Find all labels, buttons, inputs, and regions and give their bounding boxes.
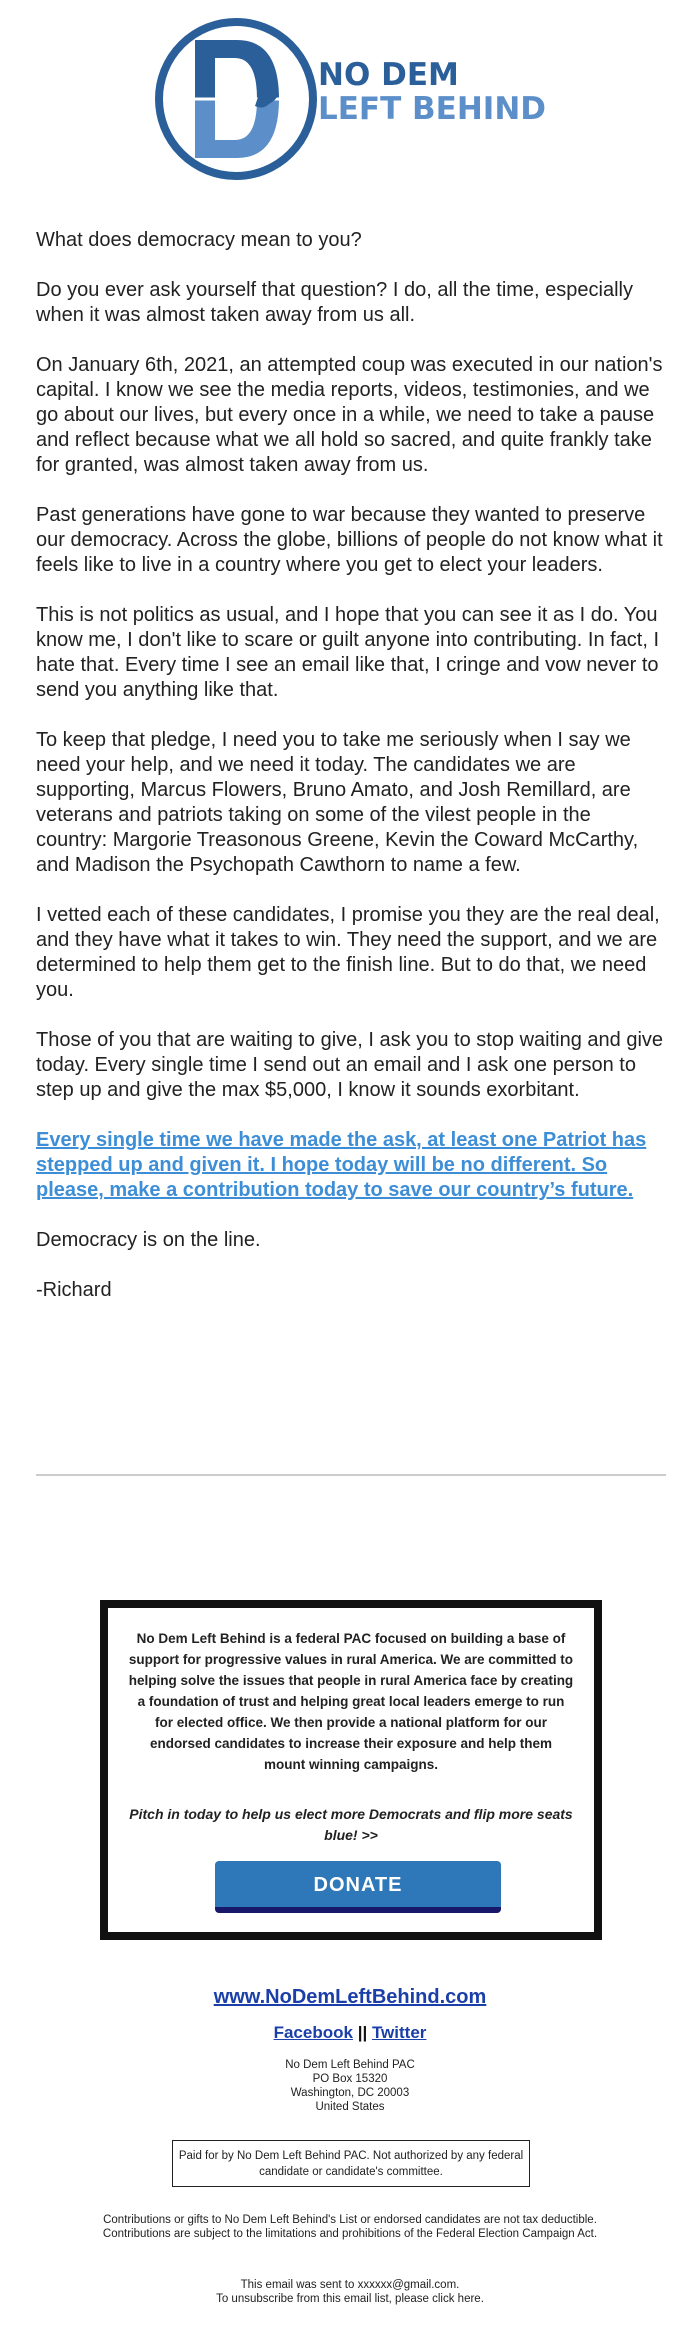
paragraph: Those of you that are waiting to give, I ask you to stop waiting and give today. Every single time I send out an email and I ask one person to step up and give the max $5,000, I know it sounds exorbitant. [36,1029,664,1101]
sent-to-text: This email was sent to xxxxxx@gmail.com. [240,2279,460,2291]
facebook-link[interactable]: Facebook [273,2023,353,2042]
legal-notice [0,2213,700,2241]
closing-line: Democracy is on the line. [36,1229,261,1251]
paid-for-disclaimer: Paid for by No Dem Left Behind PAC. Not authorized by any federal candidate or candidate's committee. [172,2140,530,2187]
logo-wordmark [318,58,546,126]
unsubscribe-link[interactable]: To unsubscribe from this email list, please click here. [216,2293,484,2305]
logo-line-2: LEFT BEHIND [318,91,547,127]
mailing-address [0,2058,700,2114]
logo-mark [155,18,317,180]
signature: -Richard [36,1279,112,1301]
paragraph: What does democracy mean to you? [36,229,362,251]
website-link[interactable]: www.NoDemLeftBehind.com [213,1986,487,2008]
address-line: No Dem Left Behind PAC [285,2059,415,2071]
address-line: United States [315,2101,385,2113]
email-header [0,0,700,215]
social-separator: || [357,2023,368,2042]
address-line: PO Box 15320 [312,2073,388,2085]
paragraph: I vetted each of these candidates, I promise you they are the real deal, and they have what it takes to win. They need the support, and we are determined to help them get to the finish line. But to do that, we need you. [36,904,660,1001]
social-links [0,2023,700,2043]
twitter-link[interactable]: Twitter [371,2023,427,2042]
legal-line: Contributions are subject to the limitations and prohibitions of the Federal Election Campaign Act. [102,2228,598,2240]
paragraph: On January 6th, 2021, an attempted coup was executed in our nation's capital. I know we see the media reports, videos, testimonies, and we go about our lives, but every once in a while, we need to take a pause and reflect because what we all hold so sacred, and quite frankly take for granted, was almost taken away from us. [36,354,663,476]
legal-line: Contributions or gifts to No Dem Left Behind's List or endorsed candidates are not tax deductible. [103,2214,597,2226]
contribution-cta-link[interactable]: Every single time we have made the ask, at least one Patriot has stepped up and given it. I hope today will be no different. So please, make a contribution today to save our country’s future. [36,1129,647,1201]
paragraph: This is not politics as usual, and I hope that you can see it as I do. You know me, I don't like to scare or guilt anyone into contributing. In fact, I hate that. Every time I see an email like that, I cringe and vow never to send you anything like that. [36,604,660,701]
divider [36,1474,666,1476]
paragraph: Do you ever ask yourself that question? I do, all the time, especially when it was almost taken away from us all. [36,279,633,326]
unsubscribe-notice [0,2278,700,2306]
paragraph: To keep that pledge, I need you to take me seriously when I say we need your help, and we need it today. The candidates we are supporting, Marcus Flowers, Bruno Amato, and Josh Remillard, are veterans and patriots taking on some of the vilest people in the country: Margorie Treasonous Greene, Kevin the Coward McCarthy, and Madison the Psychopath Cawthorn to name a few. [36,729,639,876]
donate-button[interactable]: DONATE [215,1861,501,1913]
logo-line-1: NO DEM [318,57,459,93]
email-body [36,228,666,1328]
pac-description: No Dem Left Behind is a federal PAC focused on building a base of support for progressive values in rural America. We are committed to helping solve the issues that people in rural America face by creating a foundation of trust and helping great local leaders emerge to run for elected office. We then provide a national platform for our endorsed candidates to increase their exposure and help them mount winning campaigns. [128,1631,574,1772]
address-line: Washington, DC 20003 [290,2087,410,2099]
pac-pitch: Pitch in today to help us elect more Democrats and flip more seats blue! >> [129,1806,573,1843]
pac-info-box [100,1600,602,1940]
paragraph: Past generations have gone to war because they wanted to preserve our democracy. Across the globe, billions of people do not know what it feels like to live in a country where you get to elect your leaders. [36,504,663,576]
